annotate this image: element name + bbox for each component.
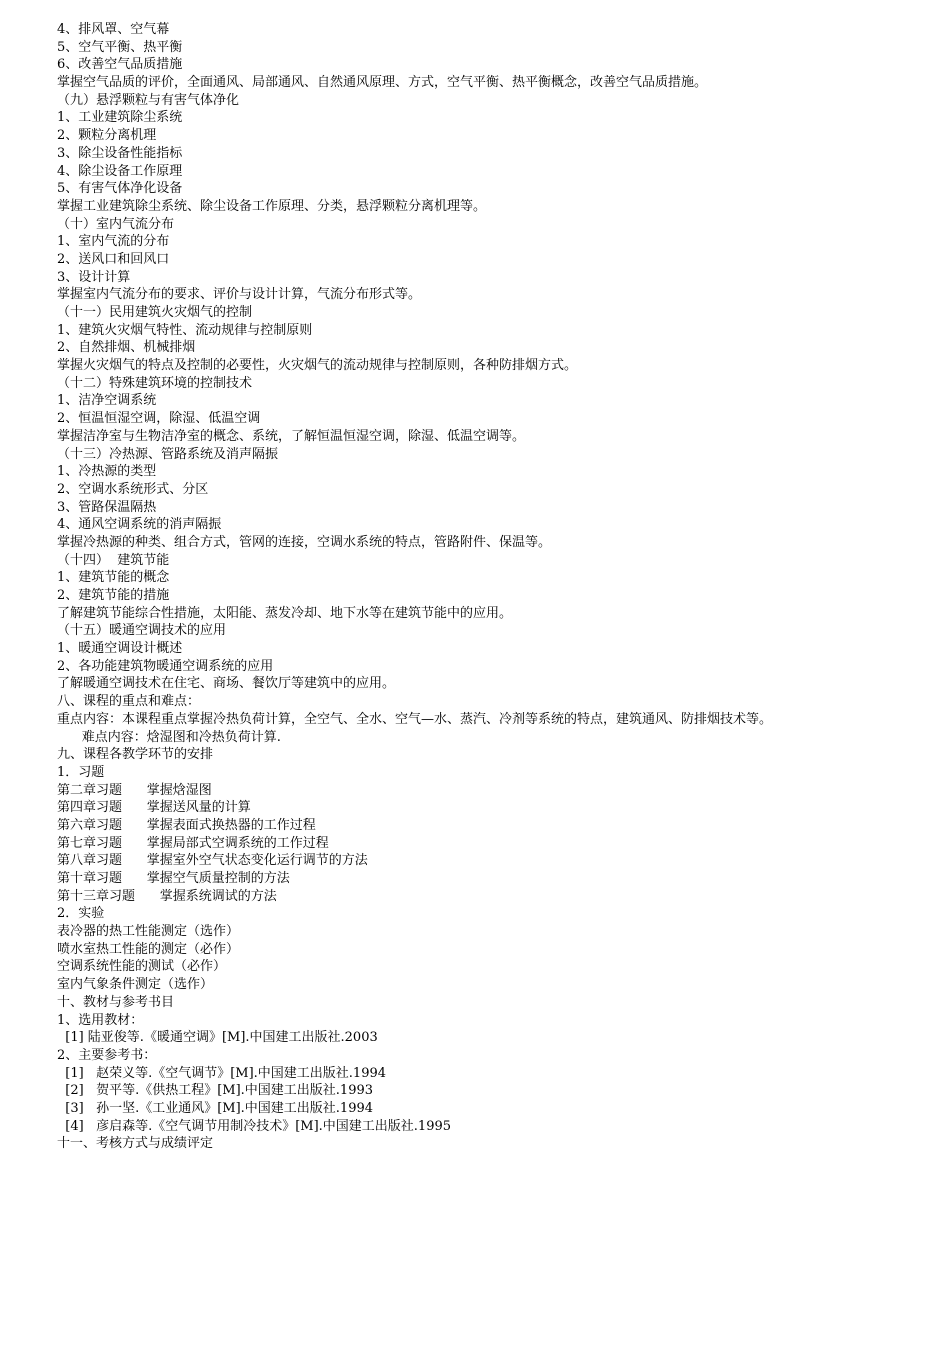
text-line: 掌握室内气流分布的要求、评价与设计计算，气流分布形式等。 — [57, 287, 422, 303]
text-line: 3、管路保温隔热 — [57, 499, 157, 515]
text-line: 3、除尘设备性能指标 — [57, 145, 183, 161]
document-body — [57, 21, 937, 1153]
text-line: 6、改善空气品质措施 — [57, 57, 183, 73]
text-line: 4、除尘设备工作原理 — [57, 163, 183, 179]
difficult-points-line: 难点内容：焓湿图和冷热负荷计算. — [57, 729, 281, 745]
text-line: 了解建筑节能综合性措施，太阳能、蒸发冷却、地下水等在建筑节能中的应用。 — [57, 605, 513, 621]
reference-line: [4] 彦启森等.《空气调节用制冷技术》[M].中国建工出版社.1995 — [57, 1118, 452, 1134]
experiment-line: 空调系统性能的测试（必作） — [57, 959, 227, 975]
exercise-line: 第二章习题 掌握焓湿图 — [57, 782, 212, 798]
section-heading: （十二）特殊建筑环境的控制技术 — [57, 375, 253, 391]
text-line: 5、有害气体净化设备 — [57, 181, 183, 197]
text-line: 1、建筑火灾烟气特性、流动规律与控制原则 — [57, 322, 313, 338]
text-line: 2、自然排烟、机械排烟 — [57, 340, 196, 356]
text-line: 掌握空气品质的评价，全面通风、局部通风、自然通风原理、方式，空气平衡、热平衡概念，改善空气品质措施。 — [57, 75, 708, 91]
exercise-line: 第十章习题 掌握空气质量控制的方法 — [57, 871, 290, 887]
exercise-line: 第七章习题 掌握局部式空调系统的工作过程 — [57, 835, 329, 851]
text-line: 5、空气平衡、热平衡 — [57, 39, 183, 55]
text-line: 2、建筑节能的措施 — [57, 588, 170, 603]
text-line: 掌握冷热源的种类、组合方式，管网的连接，空调水系统的特点，管路附件、保温等。 — [57, 534, 552, 550]
exercise-line: 第四章习题 掌握送风量的计算 — [57, 800, 251, 816]
text-line: 2、主要参考书： — [57, 1047, 157, 1063]
exercise-line: 第十三章习题 掌握系统调试的方法 — [57, 888, 277, 904]
text-line: 1、选用教材： — [57, 1012, 144, 1028]
chapter-heading: 十一、考核方式与成绩评定 — [57, 1136, 214, 1152]
section-heading: （十）室内气流分布 — [57, 216, 175, 232]
text-line: 2、送风口和回风口 — [57, 251, 170, 267]
text-line: 2、各功能建筑物暖通空调系统的应用 — [57, 658, 274, 674]
text-line: 1、工业建筑除尘系统 — [57, 110, 183, 126]
experiment-line: 室内气象条件测定（选作） — [57, 977, 214, 993]
section-heading: （十三）冷热源、管路系统及消声隔振 — [57, 446, 279, 462]
exercise-line: 第六章习题 掌握表面式换热器的工作过程 — [57, 817, 316, 833]
text-line: 1、建筑节能的概念 — [57, 570, 170, 586]
section-heading: （十五）暖通空调技术的应用 — [57, 623, 227, 639]
exercise-line: 第八章习题 掌握室外空气状态变化运行调节的方法 — [57, 853, 368, 869]
text-line: 1、洁净空调系统 — [57, 393, 157, 409]
chapter-heading: 八、课程的重点和难点： — [57, 694, 201, 710]
reference-line: [2] 贺平等.《供热工程》[M].中国建工出版社.1993 — [57, 1083, 374, 1099]
text-line: 1、暖通空调设计概述 — [57, 641, 183, 657]
section-heading: （九）悬浮颗粒与有害气体净化 — [57, 92, 240, 108]
text-line: 2、空调水系统形式、分区 — [57, 481, 209, 497]
text-line: 掌握工业建筑除尘系统、除尘设备工作原理、分类，悬浮颗粒分离机理等。 — [57, 198, 487, 214]
experiment-line: 喷水室热工性能的测定（必作） — [57, 941, 240, 957]
section-heading: （十一）民用建筑火灾烟气的控制 — [57, 305, 253, 320]
section-heading: （十四） 建筑节能 — [57, 552, 170, 568]
text-line: 4、通风空调系统的消声隔振 — [57, 517, 222, 533]
text-line: 3、设计计算 — [57, 269, 131, 285]
text-line: 2、恒温恒湿空调，除湿、低温空调 — [57, 411, 261, 427]
reference-line: [3] 孙一坚.《工业通风》[M].中国建工出版社.1994 — [57, 1100, 374, 1116]
chapter-heading: 十、教材与参考书目 — [57, 994, 175, 1010]
experiment-line: 表冷器的热工性能测定（选作） — [57, 924, 240, 940]
text-line: 2．实验 — [57, 906, 105, 922]
text-line: 掌握洁净室与生物洁净室的概念、系统，了解恒温恒湿空调，除湿、低温空调等。 — [57, 428, 526, 444]
text-line: 2、颗粒分离机理 — [57, 128, 157, 144]
reference-line: [1] 陆亚俊等.《暖通空调》[M].中国建工出版社.2003 — [57, 1030, 378, 1046]
text-line: 了解暖通空调技术在住宅、商场、餐饮厅等建筑中的应用。 — [57, 676, 396, 692]
text-line: 4、排风罩、空气幕 — [57, 22, 170, 37]
key-points-paragraph: 重点内容：本课程重点掌握冷热负荷计算，全空气、全水、空气—水、蒸汽、冷剂等系统的特点，建筑通风、防排烟技术等。 — [57, 711, 773, 727]
chapter-heading: 九、课程各教学环节的安排 — [57, 747, 214, 763]
text-line: 1．习题 — [57, 764, 105, 780]
reference-line: [1] 赵荣义等.《空气调节》[M].中国建工出版社.1994 — [57, 1065, 387, 1081]
text-line: 1、冷热源的类型 — [57, 464, 157, 480]
text-line: 1、室内气流的分布 — [57, 234, 170, 250]
text-line: 掌握火灾烟气的特点及控制的必要性，火灾烟气的流动规律与控制原则，各种防排烟方式。 — [57, 358, 578, 374]
